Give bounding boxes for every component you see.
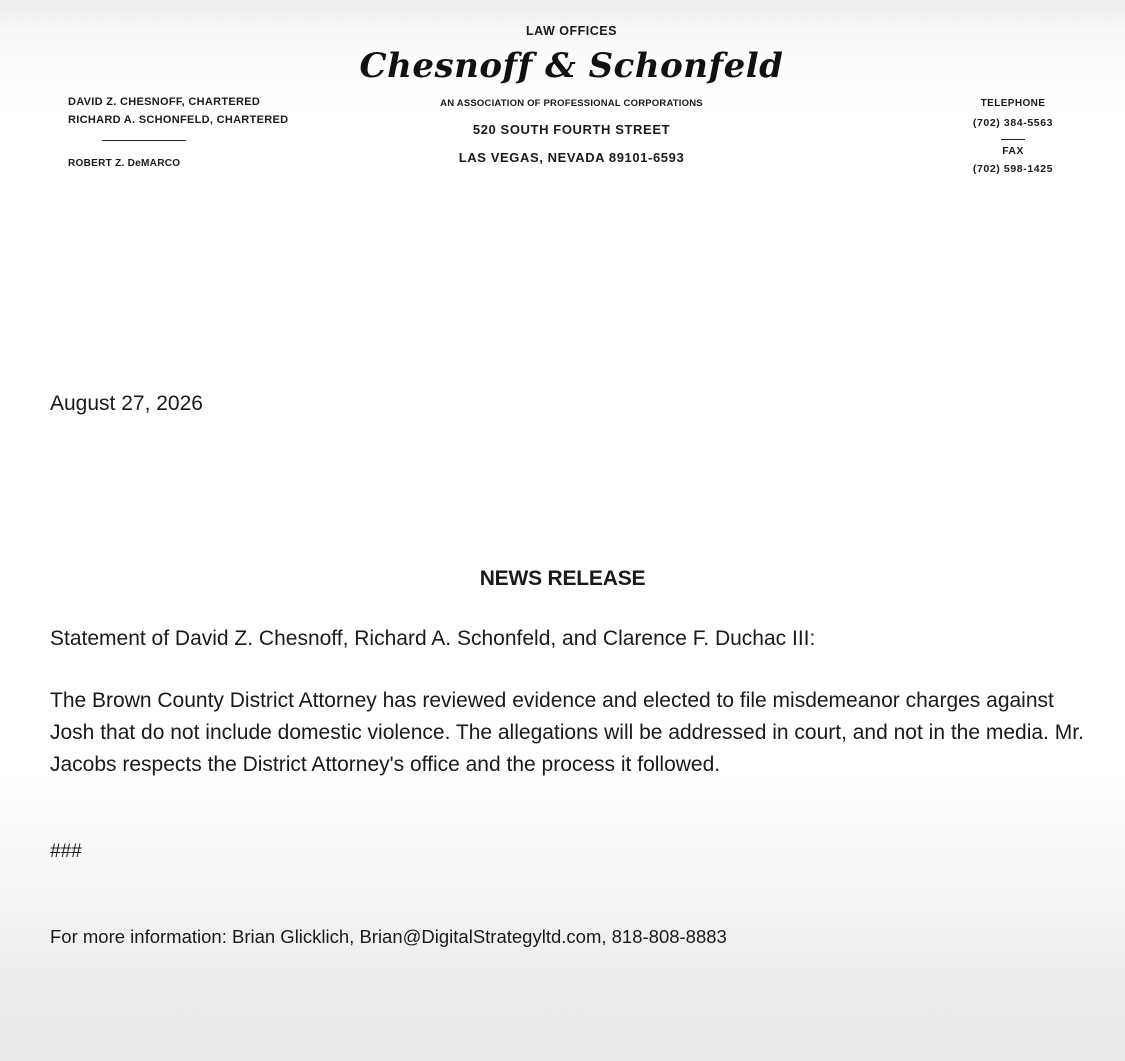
telephone-label: TELEPHONE <box>980 98 1046 109</box>
release-date: August 27, 2026 <box>50 392 203 415</box>
telephone-number: (702) 384-5563 <box>972 117 1054 129</box>
city-address: LAS VEGAS, NEVADA 89101-6593 <box>458 150 685 165</box>
street-address: 520 SOUTH FOURTH STREET <box>472 122 671 137</box>
law-offices-label: LAW OFFICES <box>526 24 617 38</box>
partner-name: DAVID Z. CHESNOFF, CHARTERED <box>68 96 261 108</box>
release-headline: NEWS RELEASE <box>479 567 646 590</box>
partner-name: RICHARD A. SCHONFELD, CHARTERED <box>68 114 289 126</box>
firm-name-logo: Chesnoff & Schonfeld <box>359 46 784 86</box>
end-mark: ### <box>50 841 82 862</box>
fax-number: (702) 598-1425 <box>972 163 1054 175</box>
association-line: AN ASSOCIATION OF PROFESSIONAL CORPORATIONS <box>440 98 703 109</box>
fax-label: FAX <box>1002 145 1024 157</box>
associate-name: ROBERT Z. DeMARCO <box>68 158 181 169</box>
contact-info: For more information: Brian Glicklich, Brian@DigitalStrategyltd.com, 818-808-8883 <box>50 926 727 947</box>
fax-divider <box>1001 139 1025 140</box>
statement-body: The Brown County District Attorney has reviewed evidence and elected to file misdemeanor charges against Josh that do not include domestic violence. The allegations will be addressed in court, and not in the media. Mr. Jacobs respects the District Attorney's office and the process it followed. <box>50 689 1084 776</box>
partner-divider <box>102 140 186 141</box>
statement-intro: Statement of David Z. Chesnoff, Richard A. Schonfeld, and Clarence F. Duchac III: <box>50 627 816 650</box>
